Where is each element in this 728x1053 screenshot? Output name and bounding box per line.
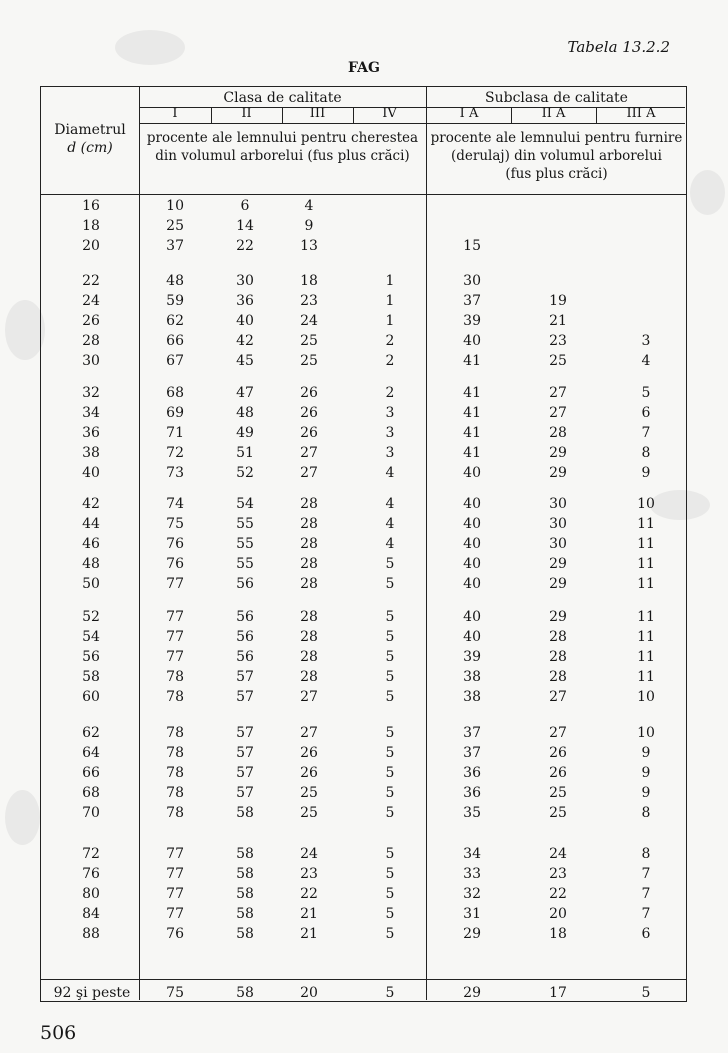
subclasa-header: Subclasa de calitate (485, 90, 628, 106)
table-cell: 5 (385, 689, 395, 706)
table-cell: 25 (300, 785, 318, 802)
table-cell: 2 (385, 353, 395, 370)
header-rule (139, 123, 685, 124)
table-cell: 41 (463, 385, 481, 401)
diameter-header-line1: Diametrul (54, 122, 126, 138)
diameter-cell: 70 (82, 805, 100, 822)
subclass-col-header-IA: I A (459, 106, 479, 121)
table-cell: 5 (385, 805, 395, 822)
table-cell: 22 (236, 238, 254, 255)
table-cell: 57 (236, 765, 254, 782)
table-cell: 58 (236, 985, 254, 1001)
table-cell: 15 (463, 238, 481, 255)
diameter-cell: 56 (82, 649, 100, 666)
diameter-cell: 36 (82, 425, 100, 442)
clasa-description (139, 129, 426, 165)
table-cell: 22 (300, 886, 318, 903)
subclasa-description-line2: (derulaj) din volumul arborelui (450, 148, 663, 164)
table-cell: 5 (385, 906, 395, 923)
diameter-cell: 18 (82, 218, 100, 235)
table-cell: 21 (300, 926, 318, 943)
diameter-cell: 32 (82, 385, 100, 401)
diameter-cell: 26 (82, 313, 100, 330)
table-cell: 18 (549, 926, 567, 943)
table-cell: 58 (236, 906, 254, 923)
table-cell: 56 (236, 629, 254, 646)
table-cell: 5 (385, 926, 395, 943)
table-cell: 58 (236, 866, 254, 883)
table-cell: 75 (166, 516, 184, 533)
table-cell: 67 (166, 353, 184, 370)
table-cell: 57 (236, 725, 254, 741)
column-divider (139, 87, 140, 1000)
table-cell: 10 (166, 198, 184, 214)
table-cell: 27 (300, 689, 318, 706)
table-cell: 25 (549, 785, 567, 802)
table-cell: 78 (166, 785, 184, 802)
table-cell: 4 (385, 516, 395, 533)
table-cell: 42 (236, 333, 254, 350)
table-cell: 11 (637, 649, 655, 666)
table-cell: 11 (637, 536, 655, 553)
diameter-cell: 76 (82, 866, 100, 883)
table-cell: 10 (637, 725, 655, 741)
diameter-cell: 48 (82, 556, 100, 573)
table-cell: 36 (236, 293, 254, 310)
table-cell: 5 (385, 556, 395, 573)
diameter-cell: 22 (82, 273, 100, 289)
table-cell: 77 (166, 576, 184, 593)
table-cell: 9 (641, 465, 651, 482)
table-cell: 6 (641, 405, 651, 422)
diameter-cell: 34 (82, 405, 100, 422)
table-cell: 66 (166, 333, 184, 350)
table-cell: 32 (463, 886, 481, 903)
table-cell: 10 (637, 496, 655, 512)
table-cell: 77 (166, 629, 184, 646)
table-cell: 8 (641, 846, 651, 862)
table-cell: 27 (549, 405, 567, 422)
table-cell: 4 (304, 198, 314, 214)
table-cell: 77 (166, 609, 184, 625)
table-cell: 26 (300, 765, 318, 782)
table-cell: 58 (236, 926, 254, 943)
table-cell: 76 (166, 926, 184, 943)
clasa-description-line2: din volumul arborelui (fus plus crăci) (155, 148, 410, 164)
table-cell: 2 (385, 385, 395, 401)
table-cell: 7 (641, 886, 651, 903)
footer-rule (41, 979, 686, 980)
table-cell: 26 (300, 385, 318, 401)
table-cell: 26 (300, 405, 318, 422)
table-cell: 58 (236, 846, 254, 862)
table-cell: 71 (166, 425, 184, 442)
table-cell: 48 (236, 405, 254, 422)
table-cell: 4 (385, 536, 395, 553)
table-cell: 30 (549, 516, 567, 533)
table-cell: 62 (166, 313, 184, 330)
class-col-header-I: I (172, 106, 178, 121)
table-cell: 77 (166, 906, 184, 923)
table-cell: 27 (300, 445, 318, 462)
table-cell: 13 (300, 238, 318, 255)
table-cell: 23 (549, 333, 567, 350)
table-cell: 9 (641, 765, 651, 782)
scan-speckle (5, 790, 40, 845)
table-cell: 5 (385, 669, 395, 686)
table-cell: 11 (637, 629, 655, 646)
diameter-cell: 42 (82, 496, 100, 512)
scan-speckle (5, 300, 45, 360)
table-cell: 40 (463, 629, 481, 646)
clasa-description-line1: procente ale lemnului pentru cherestea (146, 130, 419, 146)
table-cell: 11 (637, 609, 655, 625)
table-cell: 8 (641, 805, 651, 822)
table-cell: 11 (637, 576, 655, 593)
diameter-cell: 64 (82, 745, 100, 762)
table-cell: 14 (236, 218, 254, 235)
table-cell: 78 (166, 669, 184, 686)
table-cell: 29 (549, 556, 567, 573)
table-cell: 76 (166, 556, 184, 573)
diameter-cell: 84 (82, 906, 100, 923)
table-cell: 28 (300, 496, 318, 512)
table-cell: 36 (463, 765, 481, 782)
diameter-cell: 92 şi peste (53, 985, 131, 1001)
page-number: 506 (40, 1022, 77, 1044)
header-rule (41, 194, 686, 195)
table-cell: 5 (385, 649, 395, 666)
table-cell: 11 (637, 556, 655, 573)
table-cell: 40 (236, 313, 254, 330)
table-cell: 49 (236, 425, 254, 442)
table-cell: 5 (385, 725, 395, 741)
table-cell: 68 (166, 385, 184, 401)
table-cell: 20 (300, 985, 318, 1001)
table-cell: 58 (236, 886, 254, 903)
table-cell: 40 (463, 333, 481, 350)
table-cell: 5 (385, 846, 395, 862)
table-cell: 28 (549, 425, 567, 442)
table-cell: 9 (304, 218, 314, 235)
table-cell: 28 (300, 576, 318, 593)
table-cell: 18 (300, 273, 318, 289)
table-cell: 27 (549, 385, 567, 401)
table-cell: 78 (166, 765, 184, 782)
table-cell: 28 (300, 536, 318, 553)
table-cell: 27 (549, 725, 567, 741)
table-cell: 23 (300, 293, 318, 310)
table-cell: 55 (236, 556, 254, 573)
table-cell: 5 (385, 576, 395, 593)
table-cell: 2 (385, 333, 395, 350)
class-col-header-II: II (241, 106, 252, 121)
subclasa-description-line1: procente ale lemnului pentru furnire (430, 130, 683, 146)
table-cell: 77 (166, 649, 184, 666)
table-cell: 28 (300, 556, 318, 573)
species-title: FAG (348, 60, 380, 76)
table-cell: 28 (300, 629, 318, 646)
table-cell: 25 (300, 805, 318, 822)
table-cell: 5 (385, 866, 395, 883)
table-cell: 9 (641, 785, 651, 802)
table-cell: 54 (236, 496, 254, 512)
table-cell: 5 (385, 745, 395, 762)
table-cell: 57 (236, 689, 254, 706)
table-cell: 1 (385, 313, 395, 330)
table-cell: 10 (637, 689, 655, 706)
table-caption: Tabela 13.2.2 (567, 38, 670, 56)
table-cell: 72 (166, 445, 184, 462)
diameter-cell: 72 (82, 846, 100, 862)
table-cell: 78 (166, 725, 184, 741)
table-cell: 21 (300, 906, 318, 923)
table-cell: 5 (385, 985, 395, 1001)
table-cell: 22 (549, 886, 567, 903)
table-cell: 28 (549, 629, 567, 646)
scan-speckle (115, 30, 185, 65)
clasa-header: Clasa de calitate (223, 90, 342, 106)
table-cell: 5 (385, 629, 395, 646)
table-cell: 25 (549, 353, 567, 370)
diameter-cell: 40 (82, 465, 100, 482)
diameter-cell: 44 (82, 516, 100, 533)
table-cell: 40 (463, 465, 481, 482)
diameter-cell: 46 (82, 536, 100, 553)
table-cell: 5 (385, 785, 395, 802)
table-cell: 41 (463, 405, 481, 422)
table-cell: 25 (300, 353, 318, 370)
column-divider (426, 87, 427, 1000)
class-col-header-IV: IV (382, 106, 397, 121)
table-cell: 4 (385, 496, 395, 512)
table-cell: 28 (300, 669, 318, 686)
subclass-col-header-IIIA: III A (626, 106, 656, 121)
table-cell: 77 (166, 886, 184, 903)
table-cell: 4 (641, 353, 651, 370)
table-cell: 26 (549, 765, 567, 782)
table-cell: 4 (385, 465, 395, 482)
table-cell: 78 (166, 745, 184, 762)
table-cell: 40 (463, 576, 481, 593)
diameter-cell: 20 (82, 238, 100, 255)
table-cell: 77 (166, 866, 184, 883)
diameter-cell: 16 (82, 198, 100, 214)
table-cell: 69 (166, 405, 184, 422)
diameter-cell: 62 (82, 725, 100, 741)
diameter-cell: 24 (82, 293, 100, 310)
table-cell: 25 (166, 218, 184, 235)
table-cell: 48 (166, 273, 184, 289)
subclasa-description (427, 129, 686, 183)
table-cell: 24 (300, 846, 318, 862)
table-cell: 29 (463, 926, 481, 943)
table-cell: 11 (637, 669, 655, 686)
diameter-cell: 66 (82, 765, 100, 782)
table-cell: 24 (549, 846, 567, 862)
table-cell: 25 (300, 333, 318, 350)
table-cell: 7 (641, 866, 651, 883)
table-cell: 28 (549, 649, 567, 666)
table-cell: 29 (549, 576, 567, 593)
table-cell: 77 (166, 846, 184, 862)
table-cell: 27 (549, 689, 567, 706)
table-cell: 37 (463, 293, 481, 310)
table-cell: 35 (463, 805, 481, 822)
table-cell: 30 (463, 273, 481, 289)
table-cell: 23 (300, 866, 318, 883)
table-cell: 78 (166, 689, 184, 706)
table-cell: 7 (641, 425, 651, 442)
table-cell: 37 (166, 238, 184, 255)
table-cell: 30 (236, 273, 254, 289)
table-cell: 7 (641, 906, 651, 923)
table-cell: 28 (300, 609, 318, 625)
table-cell: 33 (463, 866, 481, 883)
table-cell: 30 (549, 536, 567, 553)
table-cell: 28 (300, 649, 318, 666)
table-cell: 59 (166, 293, 184, 310)
table-cell: 26 (300, 425, 318, 442)
table-cell: 76 (166, 536, 184, 553)
subclasa-description-line3: (fus plus crăci) (505, 166, 608, 182)
table-cell: 51 (236, 445, 254, 462)
table-cell: 56 (236, 576, 254, 593)
table-cell: 19 (549, 293, 567, 310)
diameter-cell: 58 (82, 669, 100, 686)
table-cell: 58 (236, 805, 254, 822)
table-cell: 45 (236, 353, 254, 370)
table-cell: 8 (641, 445, 651, 462)
diameter-cell: 52 (82, 609, 100, 625)
table-cell: 75 (166, 985, 184, 1001)
table-cell: 40 (463, 556, 481, 573)
table-cell: 31 (463, 906, 481, 923)
table-cell: 20 (549, 906, 567, 923)
table-cell: 57 (236, 745, 254, 762)
table-cell: 47 (236, 385, 254, 401)
diameter-cell: 60 (82, 689, 100, 706)
diameter-cell: 28 (82, 333, 100, 350)
table-cell: 5 (641, 985, 651, 1001)
table-cell: 40 (463, 496, 481, 512)
table-cell: 37 (463, 725, 481, 741)
table-cell: 29 (549, 445, 567, 462)
table-cell: 9 (641, 745, 651, 762)
table-cell: 21 (549, 313, 567, 330)
table-cell: 26 (549, 745, 567, 762)
table-cell: 3 (385, 425, 395, 442)
scan-speckle (690, 170, 725, 215)
table-cell: 6 (641, 926, 651, 943)
table-cell: 55 (236, 516, 254, 533)
table-cell: 57 (236, 785, 254, 802)
table-cell: 39 (463, 649, 481, 666)
table-cell: 78 (166, 805, 184, 822)
table-cell: 56 (236, 649, 254, 666)
diameter-header (41, 121, 139, 157)
subclass-col-header-IIA: II A (541, 106, 566, 121)
diameter-cell: 38 (82, 445, 100, 462)
table-cell: 34 (463, 846, 481, 862)
table-cell: 24 (300, 313, 318, 330)
table-cell: 52 (236, 465, 254, 482)
table-cell: 3 (641, 333, 651, 350)
table-cell: 74 (166, 496, 184, 512)
table-cell: 5 (641, 385, 651, 401)
table-cell: 25 (549, 805, 567, 822)
table-cell: 55 (236, 536, 254, 553)
diameter-cell: 50 (82, 576, 100, 593)
diameter-cell: 54 (82, 629, 100, 646)
diameter-header-line2: d (cm) (67, 140, 113, 156)
table-cell: 5 (385, 609, 395, 625)
class-col-header-III: III (309, 106, 326, 121)
table-cell: 23 (549, 866, 567, 883)
table-cell: 11 (637, 516, 655, 533)
table-cell: 40 (463, 536, 481, 553)
table-cell: 29 (549, 465, 567, 482)
table-cell: 6 (240, 198, 250, 214)
table-cell: 1 (385, 293, 395, 310)
table-cell: 27 (300, 465, 318, 482)
table-cell: 41 (463, 353, 481, 370)
diameter-cell: 68 (82, 785, 100, 802)
table-cell: 1 (385, 273, 395, 289)
table-cell: 3 (385, 445, 395, 462)
table-cell: 57 (236, 669, 254, 686)
diameter-cell: 30 (82, 353, 100, 370)
data-table (40, 86, 687, 1002)
table-cell: 39 (463, 313, 481, 330)
table-cell: 41 (463, 445, 481, 462)
table-cell: 30 (549, 496, 567, 512)
table-cell: 36 (463, 785, 481, 802)
table-cell: 38 (463, 689, 481, 706)
table-cell: 56 (236, 609, 254, 625)
diameter-cell: 88 (82, 926, 100, 943)
table-cell: 38 (463, 669, 481, 686)
table-cell: 27 (300, 725, 318, 741)
table-cell: 40 (463, 516, 481, 533)
table-cell: 5 (385, 886, 395, 903)
table-cell: 40 (463, 609, 481, 625)
table-cell: 73 (166, 465, 184, 482)
table-cell: 3 (385, 405, 395, 422)
table-cell: 29 (549, 609, 567, 625)
diameter-cell: 80 (82, 886, 100, 903)
table-cell: 41 (463, 425, 481, 442)
table-cell: 26 (300, 745, 318, 762)
table-cell: 29 (463, 985, 481, 1001)
table-cell: 37 (463, 745, 481, 762)
table-cell: 28 (549, 669, 567, 686)
table-cell: 17 (549, 985, 567, 1001)
table-cell: 5 (385, 765, 395, 782)
table-cell: 28 (300, 516, 318, 533)
